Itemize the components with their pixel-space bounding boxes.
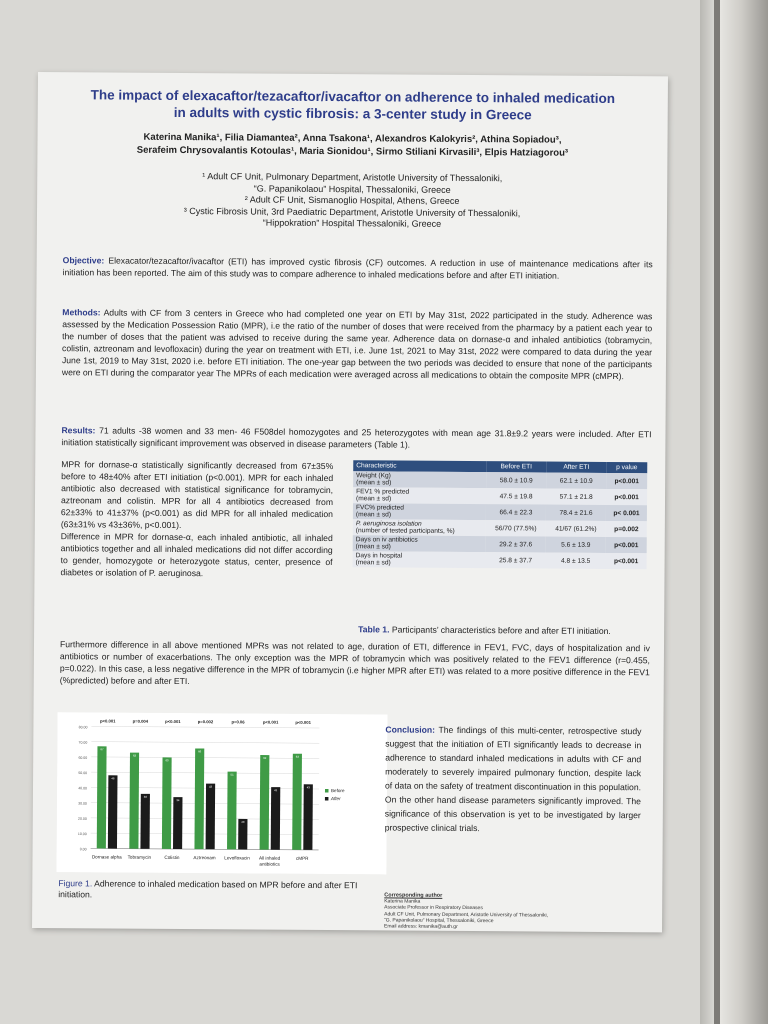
x-tick-label: Colistin bbox=[164, 854, 180, 861]
table-cell-before: 66.4 ± 22.3 bbox=[486, 504, 546, 520]
chart-bar-after bbox=[173, 797, 182, 849]
objective-section bbox=[63, 254, 653, 282]
y-tick-label: 70.00 bbox=[78, 740, 88, 745]
bar-data-label: 43 bbox=[306, 785, 310, 790]
corresponding-author-line: Email address: kmanika@auth.gr bbox=[384, 923, 458, 930]
bar-data-label: 67 bbox=[100, 747, 104, 752]
table-1-caption-text: Participants’ characteristics before and after ETI initiation. bbox=[391, 624, 611, 637]
table-cell-before: 25.8 ± 37.7 bbox=[486, 552, 546, 568]
bar-data-label: 66 bbox=[198, 749, 202, 754]
chart-bar-before bbox=[162, 757, 172, 849]
authors-line-1: Katerina Manika¹, Filia Diamantea², Anna Tsakona¹, Alexandros Kalokyris², Athina Sopiadou³, bbox=[143, 131, 562, 146]
bar-data-label: 51 bbox=[230, 772, 234, 777]
table-cell-characteristic: FEV1 % predicted (mean ± sd) bbox=[353, 487, 486, 504]
affiliation-line: ¹ Adult CF Unit, Pulmonary Department, Aristotle University of Thessaloniki, bbox=[202, 171, 503, 184]
conclusion-heading: Conclusion: bbox=[385, 724, 436, 735]
poster-title bbox=[58, 86, 648, 124]
table-cell-characteristic: P. aeruginosa isolation (number of tested participants, %) bbox=[353, 519, 486, 536]
table-cell-characteristic: Days on iv antibiotics (mean ± sd) bbox=[353, 535, 486, 552]
bar-data-label: 34 bbox=[176, 798, 180, 803]
table-cell-before: 58.0 ± 10.9 bbox=[486, 472, 546, 488]
p-value-label: p<0.001 bbox=[295, 719, 311, 725]
methods-heading: Methods: bbox=[62, 307, 101, 318]
bar-data-label: 62 bbox=[263, 756, 267, 761]
wall-rail bbox=[714, 0, 720, 1024]
conclusion-text: The findings of this multi-center, retrospective study suggest that the initiation of ETI significantly leads to decrease in adherence to standard inhaled medications in adults with CF and moderately to severely impaired pulmonary function, despite lack of data on the safety of treatment discontinuation in this population. On the other hand disease parameters significantly improved. The significance of this observation is yet to be investigated by larger prospective clinical trials. bbox=[384, 724, 642, 834]
x-tick-label: cMPR bbox=[295, 855, 309, 861]
title-line-2: in adults with cystic fibrosis: a 3-center study in Greece bbox=[173, 104, 532, 123]
conclusion-section bbox=[385, 722, 642, 836]
chart-bar-before bbox=[97, 746, 107, 848]
chart-bar-before bbox=[227, 772, 237, 850]
x-tick-label: antibiotics bbox=[259, 861, 280, 867]
results-heading: Results: bbox=[61, 425, 96, 436]
table-header-cell: Characteristic bbox=[353, 460, 486, 472]
x-tick-label: Tobramycin bbox=[127, 854, 152, 860]
table-cell-characteristic: FVC% predicted (mean ± sd) bbox=[353, 503, 486, 520]
p-value-label: p=0.002 bbox=[197, 719, 214, 725]
bar-data-label: 60 bbox=[165, 758, 169, 763]
corresponding-author-line: “G. Papanikolaou” Hospital, Thessaloniki, Greece bbox=[384, 917, 494, 925]
results-intro-text: 71 adults -38 women and 33 men- 46 F508del homozygotes and 25 heterozygotes with mean age 31.8±9.2 years were included. After ETI initiation statistically significant improvement was observed in disease parameters (Table 1). bbox=[61, 425, 652, 450]
affiliation-line: ² Adult CF Unit, Sismanoglio Hospital, Athens, Greece bbox=[244, 194, 460, 206]
affiliation-line: ³ Cystic Fibrosis Unit, 3rd Paediatric Department, Aristotle University of Thessaloniki, bbox=[183, 205, 521, 218]
title-line-1: The impact of elexacaftor/tezacaftor/ivacaftor on adherence to inhaled medication bbox=[90, 87, 616, 107]
table-cell-before: 47.5 ± 19.8 bbox=[486, 488, 546, 504]
results-paragraph-1: MPR for dornase-α statistically significantly decreased from 67±35% before to 48±40% after ETI initiation (p<0.001). MPR for each inhaled antibiotic also decreased with statistical significance for tobramycin, aztreonam and colistin. MPR for all 4 antibiotics decreased from 62±33% to 41±37% (p<0.001) as did MPR for all inhaled medication (63±31% vs 43±36%, p<0.001). bbox=[60, 459, 334, 531]
corresponding-author bbox=[384, 892, 644, 931]
methods-text: Adults with CF from 3 centers in Greece who had completed one year on ETI by May 31st, 2022 participated in the study. Adherence was assessed by the Medication Possession Ratio (MPR), i.e the ratio of the number of doses that were received from the pharmacy by a patient each year to the number of doses that the patient was advised to receive during the same year. Adherence data on dornase-α and inhaled antibiotics (tobramycin, colistin, aztreonam and levofloxacin) during the year on treatment with ETI, i.e. June 1st, 2021 to May 31st, 2022 were compared to data during the year June 1st, 2019 to May 31st, 2020 i.e. before ETI initiation. The one-year gap between the two periods was decided to ensure that none of the participants were on ETI during the comparator year The MPRs of each medication were averaged across all medications to obtain the composite MPR (cMPR). bbox=[61, 307, 653, 382]
y-tick-label: 80.00 bbox=[78, 725, 88, 730]
corresponding-author-heading: Corresponding author bbox=[384, 892, 443, 899]
table-cell-after: 41/67 (61.2%) bbox=[546, 521, 606, 537]
chart-bar-before bbox=[260, 755, 270, 850]
bar-data-label: 63 bbox=[295, 754, 299, 759]
chart-bar-after bbox=[108, 775, 118, 848]
x-tick-label: Aztreonam bbox=[193, 855, 216, 861]
y-tick-label: 30.00 bbox=[78, 801, 87, 806]
p-value-label: p=0.06 bbox=[231, 719, 245, 725]
table-cell-before: 29.2 ± 37.6 bbox=[486, 536, 546, 552]
results-paragraph-2: Difference in MPR for dornase-α, each inhaled antibiotic, all inhaled antibiotics together and all inhaled medications did not differ according to gender, homozygote or heterozygote status, center, presence of diabetes or isolation of P. aeruginosa. bbox=[60, 531, 333, 579]
affiliation-line: “G. Papanikolaou” Hospital, Thessaloniki, Greece bbox=[253, 183, 451, 195]
corresponding-author-line: Adult CF Unit, Pulmonary Department, Aristotle University of Thessaloniki, bbox=[384, 911, 549, 919]
table-1 bbox=[353, 460, 648, 569]
y-tick-label: 60.00 bbox=[78, 755, 88, 760]
p-value-label: p<0.001 bbox=[99, 718, 116, 724]
chart-bar-after bbox=[140, 794, 150, 849]
x-tick-label: Levofloxacin bbox=[224, 855, 250, 861]
affiliation-line: “Hippokration” Hospital Thessaloniki, Greece bbox=[262, 217, 442, 229]
chart-bar-before bbox=[292, 754, 302, 850]
table-row bbox=[353, 551, 647, 569]
author-list bbox=[57, 130, 647, 160]
table-cell-characteristic: Days in hospital (mean ± sd) bbox=[353, 551, 486, 568]
authors-line-2: Serafeim Chrysovalantis Kotoulas¹, Maria Sionidou¹, Sirmo Stiliani Kirvasili³, Elpis Hatziagorou³ bbox=[136, 144, 569, 159]
figure-1-caption-text: Adherence to inhaled medication based on MPR before and after ETI initiation. bbox=[58, 878, 358, 900]
legend-swatch-after bbox=[325, 797, 329, 801]
table-cell-after: 57.1 ± 21.8 bbox=[546, 489, 606, 505]
p-value-label: p<0.001 bbox=[262, 719, 279, 725]
table-1-caption bbox=[358, 624, 611, 636]
p-value-label: p=0.004 bbox=[132, 718, 149, 724]
figure-1-bar-chart bbox=[56, 712, 387, 874]
y-tick-label: 20.00 bbox=[78, 816, 87, 821]
y-tick-label: 40.00 bbox=[78, 786, 88, 791]
table-header-cell: p value bbox=[606, 462, 647, 473]
chart-bar-after bbox=[303, 784, 313, 850]
chart-bar-after bbox=[271, 787, 281, 850]
table-1-caption-label: Table 1. bbox=[358, 624, 390, 635]
table-cell-after: 4.8 ± 13.5 bbox=[546, 553, 606, 569]
table-cell-after: 62.1 ± 10.9 bbox=[546, 473, 606, 489]
table-cell-pvalue: p=0.002 bbox=[606, 521, 647, 537]
bar-data-label: 48 bbox=[111, 776, 115, 781]
legend-label-after: After bbox=[330, 796, 341, 802]
table-header-cell: After ETI bbox=[546, 462, 606, 473]
legend-label-before: Before bbox=[330, 788, 345, 794]
objective-text: Elexacator/tezacaftor/ivacaftor (ETI) has improved cystic fibrosis (CF) outcomes. A reduction in use of maintenance medications after its initiation has been reported. The aim of this study was to compare adherence to inhaled medications before and after ETI initiation. bbox=[62, 255, 653, 281]
bar-data-label: 43 bbox=[208, 784, 213, 789]
affiliations bbox=[57, 170, 647, 232]
chart-bar-before bbox=[129, 753, 139, 849]
chart-bar-after bbox=[206, 784, 216, 850]
table-cell-characteristic: Weight (Kg) (mean ± sd) bbox=[353, 471, 486, 488]
x-tick-label: All inhaled bbox=[259, 855, 281, 861]
legend-swatch-before bbox=[325, 789, 329, 793]
table-cell-pvalue: p<0.001 bbox=[606, 489, 647, 505]
bar-data-label: 20 bbox=[241, 819, 245, 824]
bar-data-label: 41 bbox=[274, 788, 278, 793]
table-cell-before: 56/70 (77.5%) bbox=[486, 520, 546, 536]
y-tick-label: 0.00 bbox=[79, 847, 87, 852]
table-cell-after: 78.4 ± 21.6 bbox=[546, 505, 606, 521]
methods-section bbox=[62, 306, 652, 382]
table-cell-pvalue: p<0.001 bbox=[606, 473, 647, 489]
poster bbox=[32, 72, 668, 932]
figure-1-caption bbox=[58, 878, 358, 902]
objective-heading: Objective: bbox=[62, 255, 105, 266]
table-cell-after: 5.6 ± 13.9 bbox=[546, 537, 606, 553]
table-cell-pvalue: p< 0.001 bbox=[606, 505, 647, 521]
results-intro bbox=[61, 424, 651, 452]
x-tick-label: Dornase alpha bbox=[91, 854, 122, 860]
bar-data-label: 36 bbox=[143, 794, 147, 799]
p-value-label: p<0.001 bbox=[165, 718, 181, 725]
chart-bar-before bbox=[194, 748, 204, 849]
y-tick-label: 10.00 bbox=[77, 832, 87, 837]
bar-data-label: 63 bbox=[132, 753, 137, 758]
corresponding-author-line: Katerina Manika bbox=[384, 898, 421, 905]
corresponding-author-line: Associate Professor in Respiratory Diseases bbox=[384, 904, 483, 912]
results-full-paragraph: Furthermore difference in all above mentioned MPRs was not related to age, duration of ETI, difference in FEV1, FVC, days of hospitalization and iv antibiotics or number of exacerbations. The only exception was the MPR of tobramycin which was positively related to the FEV1 difference (r=0.455, p=0.022). In this case, a less negative difference in the MPR of tobramycin (i.e higher MPR after ETI) was related to a more positive difference in the FEV1 (%predicted) before and after ETI. bbox=[59, 639, 651, 687]
y-tick-label: 50.00 bbox=[78, 771, 88, 776]
table-cell-pvalue: p<0.001 bbox=[606, 537, 647, 553]
results-left-column bbox=[60, 458, 333, 580]
table-cell-pvalue: p<0.001 bbox=[606, 553, 647, 569]
wall-background bbox=[700, 0, 768, 1024]
figure-1-caption-label: Figure 1. bbox=[58, 878, 93, 889]
table-header-cell: Before ETI bbox=[486, 461, 546, 472]
